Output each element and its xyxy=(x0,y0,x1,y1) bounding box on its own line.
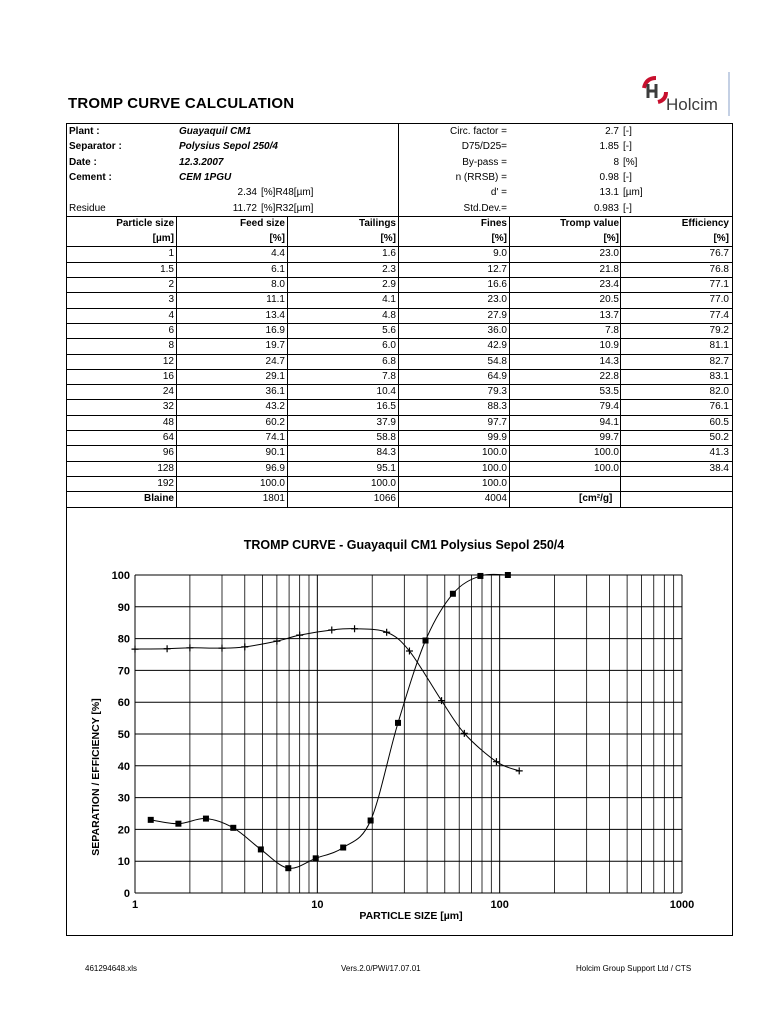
x-tick-label: 10 xyxy=(311,899,324,911)
efficiency-point xyxy=(328,627,335,634)
y-tick-label: 10 xyxy=(117,856,130,869)
unit-feed-size: [%] xyxy=(269,233,285,245)
tromp-value-point xyxy=(313,855,319,861)
table-cell: 53.5 xyxy=(599,386,619,398)
d-prime-unit: [µm] xyxy=(623,187,643,199)
table-cell: 48 xyxy=(162,416,174,428)
table-cell: 4.8 xyxy=(382,309,396,321)
blaine-unit: [cm²/g] xyxy=(579,493,613,505)
y-tick-label: 20 xyxy=(117,824,130,837)
table-cell: 14.3 xyxy=(599,355,619,367)
efficiency-point xyxy=(383,629,390,636)
table-cell: 21.8 xyxy=(599,263,619,275)
d75-unit: [-] xyxy=(623,141,632,153)
header-tromp-value: Tromp value xyxy=(560,217,619,229)
blaine-feed: 1801 xyxy=(262,493,285,505)
table-cell: 100.0 xyxy=(481,477,507,489)
d75-label: D75/D25= xyxy=(461,141,507,153)
efficiency-point xyxy=(351,625,358,632)
table-cell: 12.7 xyxy=(487,263,507,275)
y-tick-label: 30 xyxy=(117,792,130,805)
std-dev-label: Std.Dev.= xyxy=(463,202,507,214)
table-cell: 1 xyxy=(168,248,174,260)
bypass-label: By-pass = xyxy=(462,156,507,168)
tromp-value-point xyxy=(505,572,511,578)
efficiency-line xyxy=(135,629,519,771)
calculation-sheet xyxy=(66,123,733,936)
table-cell: 16.9 xyxy=(265,324,285,336)
efficiency-point xyxy=(132,646,139,653)
table-cell: 8 xyxy=(168,340,174,352)
table-cell: 79.3 xyxy=(487,386,507,398)
y-tick-label: 40 xyxy=(117,760,130,773)
tromp-value-point xyxy=(477,573,483,579)
header-particle-size: Particle size xyxy=(116,217,174,229)
tromp-value-point xyxy=(285,865,291,871)
table-cell: 74.1 xyxy=(265,432,285,443)
table-row xyxy=(67,292,732,307)
header-tailings: Tailings xyxy=(358,217,396,229)
tromp-value-point xyxy=(203,816,209,822)
table-cell: 81.1 xyxy=(709,340,729,352)
table-cell: 10.4 xyxy=(376,386,396,398)
table-row xyxy=(67,308,732,323)
table-cell: 64 xyxy=(162,432,174,443)
table-cell: 82.0 xyxy=(709,386,729,398)
tromp-value-point xyxy=(230,825,236,831)
table-cell: 79.4 xyxy=(599,401,619,413)
table-row xyxy=(67,246,732,261)
blaine-label: Blaine xyxy=(143,493,174,505)
unit-fines: [%] xyxy=(491,233,507,245)
y-tick-label: 80 xyxy=(117,633,130,646)
table-cell: 192 xyxy=(157,477,174,489)
table-cell: 9.0 xyxy=(493,248,507,260)
table-row xyxy=(67,430,732,445)
table-cell: 38.4 xyxy=(709,462,729,474)
table-cell: 96 xyxy=(162,447,174,459)
date-value: 12.3.2007 xyxy=(179,156,224,168)
table-row xyxy=(67,369,732,384)
table-cell: 77.1 xyxy=(709,279,729,290)
table-cell: 16.5 xyxy=(376,401,396,413)
table-cell: 54.8 xyxy=(487,355,507,367)
footer-company: Holcim Group Support Ltd / CTS xyxy=(576,964,692,973)
rrsb-label: n (RRSB) = xyxy=(455,171,507,183)
residue-label: Residue xyxy=(69,202,106,214)
page-title: TROMP CURVE CALCULATION xyxy=(68,95,295,112)
holcim-logo xyxy=(636,72,730,116)
y-tick-label: 90 xyxy=(117,601,130,614)
table-row xyxy=(67,415,732,430)
table-cell: 83.1 xyxy=(709,370,729,382)
table-cell: 32 xyxy=(162,401,174,413)
tromp-value-point xyxy=(450,591,456,597)
table-cell: 128 xyxy=(157,462,174,474)
std-dev-value: 0.983 xyxy=(593,202,619,214)
header-fines: Fines xyxy=(480,217,507,229)
table-cell: 100.0 xyxy=(481,462,507,474)
tromp-value-point xyxy=(395,720,401,726)
info-row-cement xyxy=(67,170,732,185)
circ-factor-label: Circ. factor = xyxy=(450,126,507,137)
table-cell: 84.3 xyxy=(376,447,396,459)
r48-value: 2.34 xyxy=(237,187,257,199)
table-row xyxy=(67,354,732,369)
y-tick-label: 0 xyxy=(123,888,130,900)
table-cell: 23.0 xyxy=(487,294,507,306)
table-cell: 6.1 xyxy=(271,263,285,275)
d-prime-value: 13.1 xyxy=(599,187,619,199)
x-tick-label: 100 xyxy=(490,899,509,911)
table-row xyxy=(67,476,732,491)
table-row xyxy=(67,399,732,414)
table-units-row xyxy=(67,231,732,246)
efficiency-point xyxy=(296,632,303,639)
table-cell: 4.1 xyxy=(382,294,396,306)
table-cell: 4 xyxy=(168,309,174,321)
table-cell: 79.2 xyxy=(709,324,729,336)
tromp-value-point xyxy=(175,821,181,827)
x-tick-label: 1 xyxy=(131,899,139,911)
table-cell: 24 xyxy=(162,386,174,398)
table-cell: 60.5 xyxy=(709,416,729,428)
unit-tromp-value: [%] xyxy=(603,233,619,245)
table-cell: 16 xyxy=(162,370,174,382)
table-cell: 90.1 xyxy=(265,447,285,459)
tromp-value-point xyxy=(423,638,429,644)
circ-factor-value: 2.7 xyxy=(605,126,619,137)
table-cell: 37.9 xyxy=(376,416,396,428)
table-cell: 94.1 xyxy=(599,416,619,428)
chart-title: TROMP CURVE - Guayaquil CM1 Polysius Sepol 250/4 xyxy=(243,538,565,552)
rrsb-value: 0.98 xyxy=(599,171,619,183)
tromp-value-point xyxy=(148,817,154,823)
tromp-value-point xyxy=(368,817,374,823)
d-prime-label: d' = xyxy=(490,187,507,199)
logo-text: Holcim xyxy=(666,95,718,114)
bypass-value: 8 xyxy=(613,156,619,168)
r32-value: 11.72 xyxy=(232,202,257,214)
table-cell: 7.8 xyxy=(382,370,396,382)
efficiency-point xyxy=(493,758,500,765)
unit-particle-size: [µm] xyxy=(152,233,174,245)
table-cell: 95.1 xyxy=(376,462,396,474)
chart-y-axis-label: SEPARATION / EFFICIENCY [%] xyxy=(90,698,102,856)
table-cell: 22.8 xyxy=(599,370,619,382)
blaine-tailings: 1066 xyxy=(373,493,396,505)
circ-factor-unit: [-] xyxy=(623,126,632,137)
table-cell: 3 xyxy=(168,294,174,306)
tromp-value-point xyxy=(340,845,346,851)
table-cell: 76.1 xyxy=(709,401,729,413)
info-row-date xyxy=(67,155,732,170)
efficiency-point xyxy=(516,767,523,774)
table-cell: 100.0 xyxy=(593,447,619,459)
table-cell: 77.0 xyxy=(709,294,729,306)
tromp-value-point xyxy=(258,846,264,852)
table-cell: 13.4 xyxy=(265,309,285,321)
table-cell: 43.2 xyxy=(265,401,285,413)
table-cell: 36.1 xyxy=(265,386,285,398)
efficiency-point xyxy=(218,645,225,652)
chart-x-axis-label: PARTICLE SIZE [µm] xyxy=(359,910,463,922)
efficiency-point xyxy=(164,645,171,652)
table-row xyxy=(67,323,732,338)
table-row xyxy=(67,384,732,399)
table-cell: 100.0 xyxy=(370,477,396,489)
efficiency-point xyxy=(186,644,193,651)
plant-value: Guayaquil CM1 xyxy=(179,126,252,137)
table-row xyxy=(67,461,732,476)
table-cell: 29.1 xyxy=(265,370,285,382)
table-cell: 97.7 xyxy=(487,416,507,428)
r32-unit: [%]R32[µm] xyxy=(261,202,314,214)
table-cell: 99.7 xyxy=(599,432,619,443)
d75-value: 1.85 xyxy=(599,141,619,153)
table-cell: 36.0 xyxy=(487,324,507,336)
table-header-row xyxy=(67,216,732,231)
table-cell: 41.3 xyxy=(709,447,729,459)
table-cell: 100.0 xyxy=(593,462,619,474)
separator-label: Separator : xyxy=(69,141,122,153)
table-cell: 96.9 xyxy=(265,462,285,474)
plant-label: Plant : xyxy=(69,126,100,137)
y-tick-label: 70 xyxy=(117,665,130,678)
table-cell: 23.0 xyxy=(599,248,619,260)
table-cell: 2 xyxy=(168,279,174,290)
table-cell: 88.3 xyxy=(487,401,507,413)
separator-value: Polysius Sepol 250/4 xyxy=(179,141,278,153)
table-cell: 100.0 xyxy=(481,447,507,459)
y-tick-label: 100 xyxy=(111,570,130,582)
table-cell: 11.1 xyxy=(266,294,285,306)
x-tick-label: 1000 xyxy=(669,899,695,911)
table-cell: 2.9 xyxy=(382,279,396,290)
table-cell: 1.5 xyxy=(160,263,174,275)
rrsb-unit: [-] xyxy=(623,171,632,183)
date-label: Date : xyxy=(69,156,97,168)
std-dev-unit: [-] xyxy=(623,202,632,214)
table-cell: 19.7 xyxy=(265,340,285,352)
cement-label: Cement : xyxy=(69,171,112,183)
table-cell: 58.8 xyxy=(376,432,396,443)
tromp-value-line xyxy=(151,574,508,868)
info-row-r48 xyxy=(67,185,732,200)
table-cell: 12 xyxy=(162,355,174,367)
cement-value: CEM 1PGU xyxy=(179,171,232,183)
table-cell: 6.0 xyxy=(382,340,396,352)
table-cell: 82.7 xyxy=(709,355,729,367)
table-cell: 5.6 xyxy=(382,324,396,336)
table-cell: 16.6 xyxy=(487,279,507,290)
table-cell: 60.2 xyxy=(265,416,285,428)
table-cell: 10.9 xyxy=(599,340,619,352)
tromp-curve-chart xyxy=(69,522,729,932)
table-row xyxy=(67,277,732,292)
table-cell: 7.8 xyxy=(605,324,619,336)
table-cell: 42.9 xyxy=(487,340,507,352)
table-cell: 64.9 xyxy=(487,370,507,382)
blaine-row xyxy=(67,491,732,506)
table-cell: 99.9 xyxy=(487,432,507,443)
table-cell: 24.7 xyxy=(265,355,285,367)
table-cell: 20.5 xyxy=(599,294,619,306)
table-cell: 76.7 xyxy=(709,248,729,260)
table-row xyxy=(67,262,732,277)
chart-ticks xyxy=(112,570,695,911)
info-row-separator xyxy=(67,139,732,154)
info-row-plant xyxy=(67,124,732,139)
footer-version: Vers.2.0/PWi/17.07.01 xyxy=(341,964,421,973)
header-efficiency: Efficiency xyxy=(681,217,729,229)
table-cell: 13.7 xyxy=(599,309,619,321)
blaine-fines: 4004 xyxy=(484,493,507,505)
bypass-unit: [%] xyxy=(623,156,638,168)
table-cell: 76.8 xyxy=(709,263,729,275)
r48-unit: [%]R48[µm] xyxy=(261,187,314,199)
footer-filename: 461294648.xls xyxy=(85,964,138,973)
table-row xyxy=(67,338,732,353)
unit-efficiency: [%] xyxy=(713,233,729,245)
table-cell: 8.0 xyxy=(271,279,285,290)
y-tick-label: 50 xyxy=(117,729,130,741)
header-feed-size: Feed size xyxy=(239,217,285,229)
table-cell: 50.2 xyxy=(709,432,729,443)
info-row-r32 xyxy=(67,201,732,216)
table-cell: 6.8 xyxy=(382,355,396,367)
table-row xyxy=(67,445,732,460)
efficiency-point xyxy=(241,643,248,650)
efficiency-point xyxy=(438,697,445,704)
y-tick-label: 60 xyxy=(117,697,130,710)
table-cell: 4.4 xyxy=(271,248,285,260)
table-cell: 27.9 xyxy=(487,309,507,321)
table-cell: 23.4 xyxy=(599,279,619,290)
unit-tailings: [%] xyxy=(380,233,396,245)
table-cell: 2.3 xyxy=(382,263,396,275)
table-cell: 77.4 xyxy=(709,309,729,321)
table-cell: 1.6 xyxy=(382,248,396,260)
table-cell: 100.0 xyxy=(259,477,285,489)
chart-grid xyxy=(135,575,682,893)
table-cell: 6 xyxy=(168,324,174,336)
